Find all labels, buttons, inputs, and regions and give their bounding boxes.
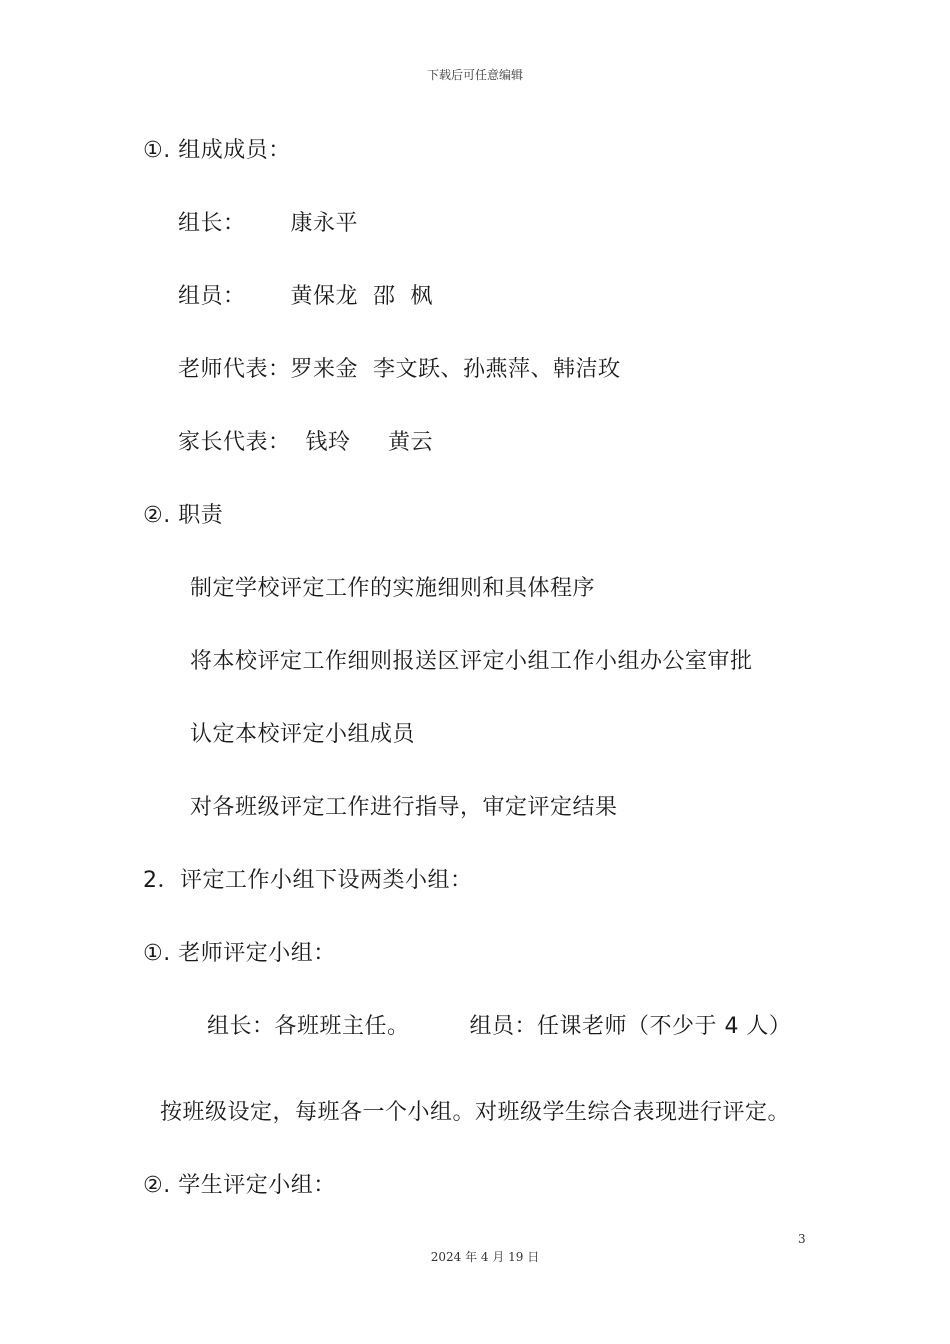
members-line: 组员： 黄保龙 邵 枫: [178, 284, 433, 309]
page-number: 3: [798, 1232, 806, 1246]
teacher-group-heading: ①. 老师评定小组：: [143, 941, 336, 966]
page-header: 下载后可任意编辑: [426, 68, 523, 82]
leader-line: 组长： 康永平: [178, 211, 358, 236]
duty-item: 制定学校评定工作的实施细则和具体程序: [190, 576, 596, 601]
duty-item: 将本校评定工作细则报送区评定小组工作小组办公室审批: [190, 649, 753, 674]
section-members-heading: ①. 组成成员：: [143, 138, 291, 163]
section-duties-heading: ②. 职责: [143, 503, 224, 528]
parent-reps-line: 家长代表： 钱玲 黄云: [178, 430, 433, 455]
teacher-group-composition: 组长：各班班主任。 组员：任课老师（不少于 4 人）: [207, 1014, 792, 1039]
teacher-reps-line: 老师代表：罗来金 李文跃、孙燕萍、韩洁玫: [178, 357, 621, 382]
teacher-group-description: 按班级设定，每班各一个小组。对班级学生综合表现进行评定。: [160, 1100, 791, 1125]
subgroups-heading: 2．评定工作小组下设两类小组：: [143, 868, 473, 893]
duty-item: 对各班级评定工作进行指导，审定评定结果: [190, 795, 618, 820]
page-footer-date: 2024 年 4 月 19 日: [430, 1250, 540, 1264]
duty-item: 认定本校评定小组成员: [190, 722, 416, 747]
student-group-heading: ②. 学生评定小组：: [143, 1173, 336, 1198]
